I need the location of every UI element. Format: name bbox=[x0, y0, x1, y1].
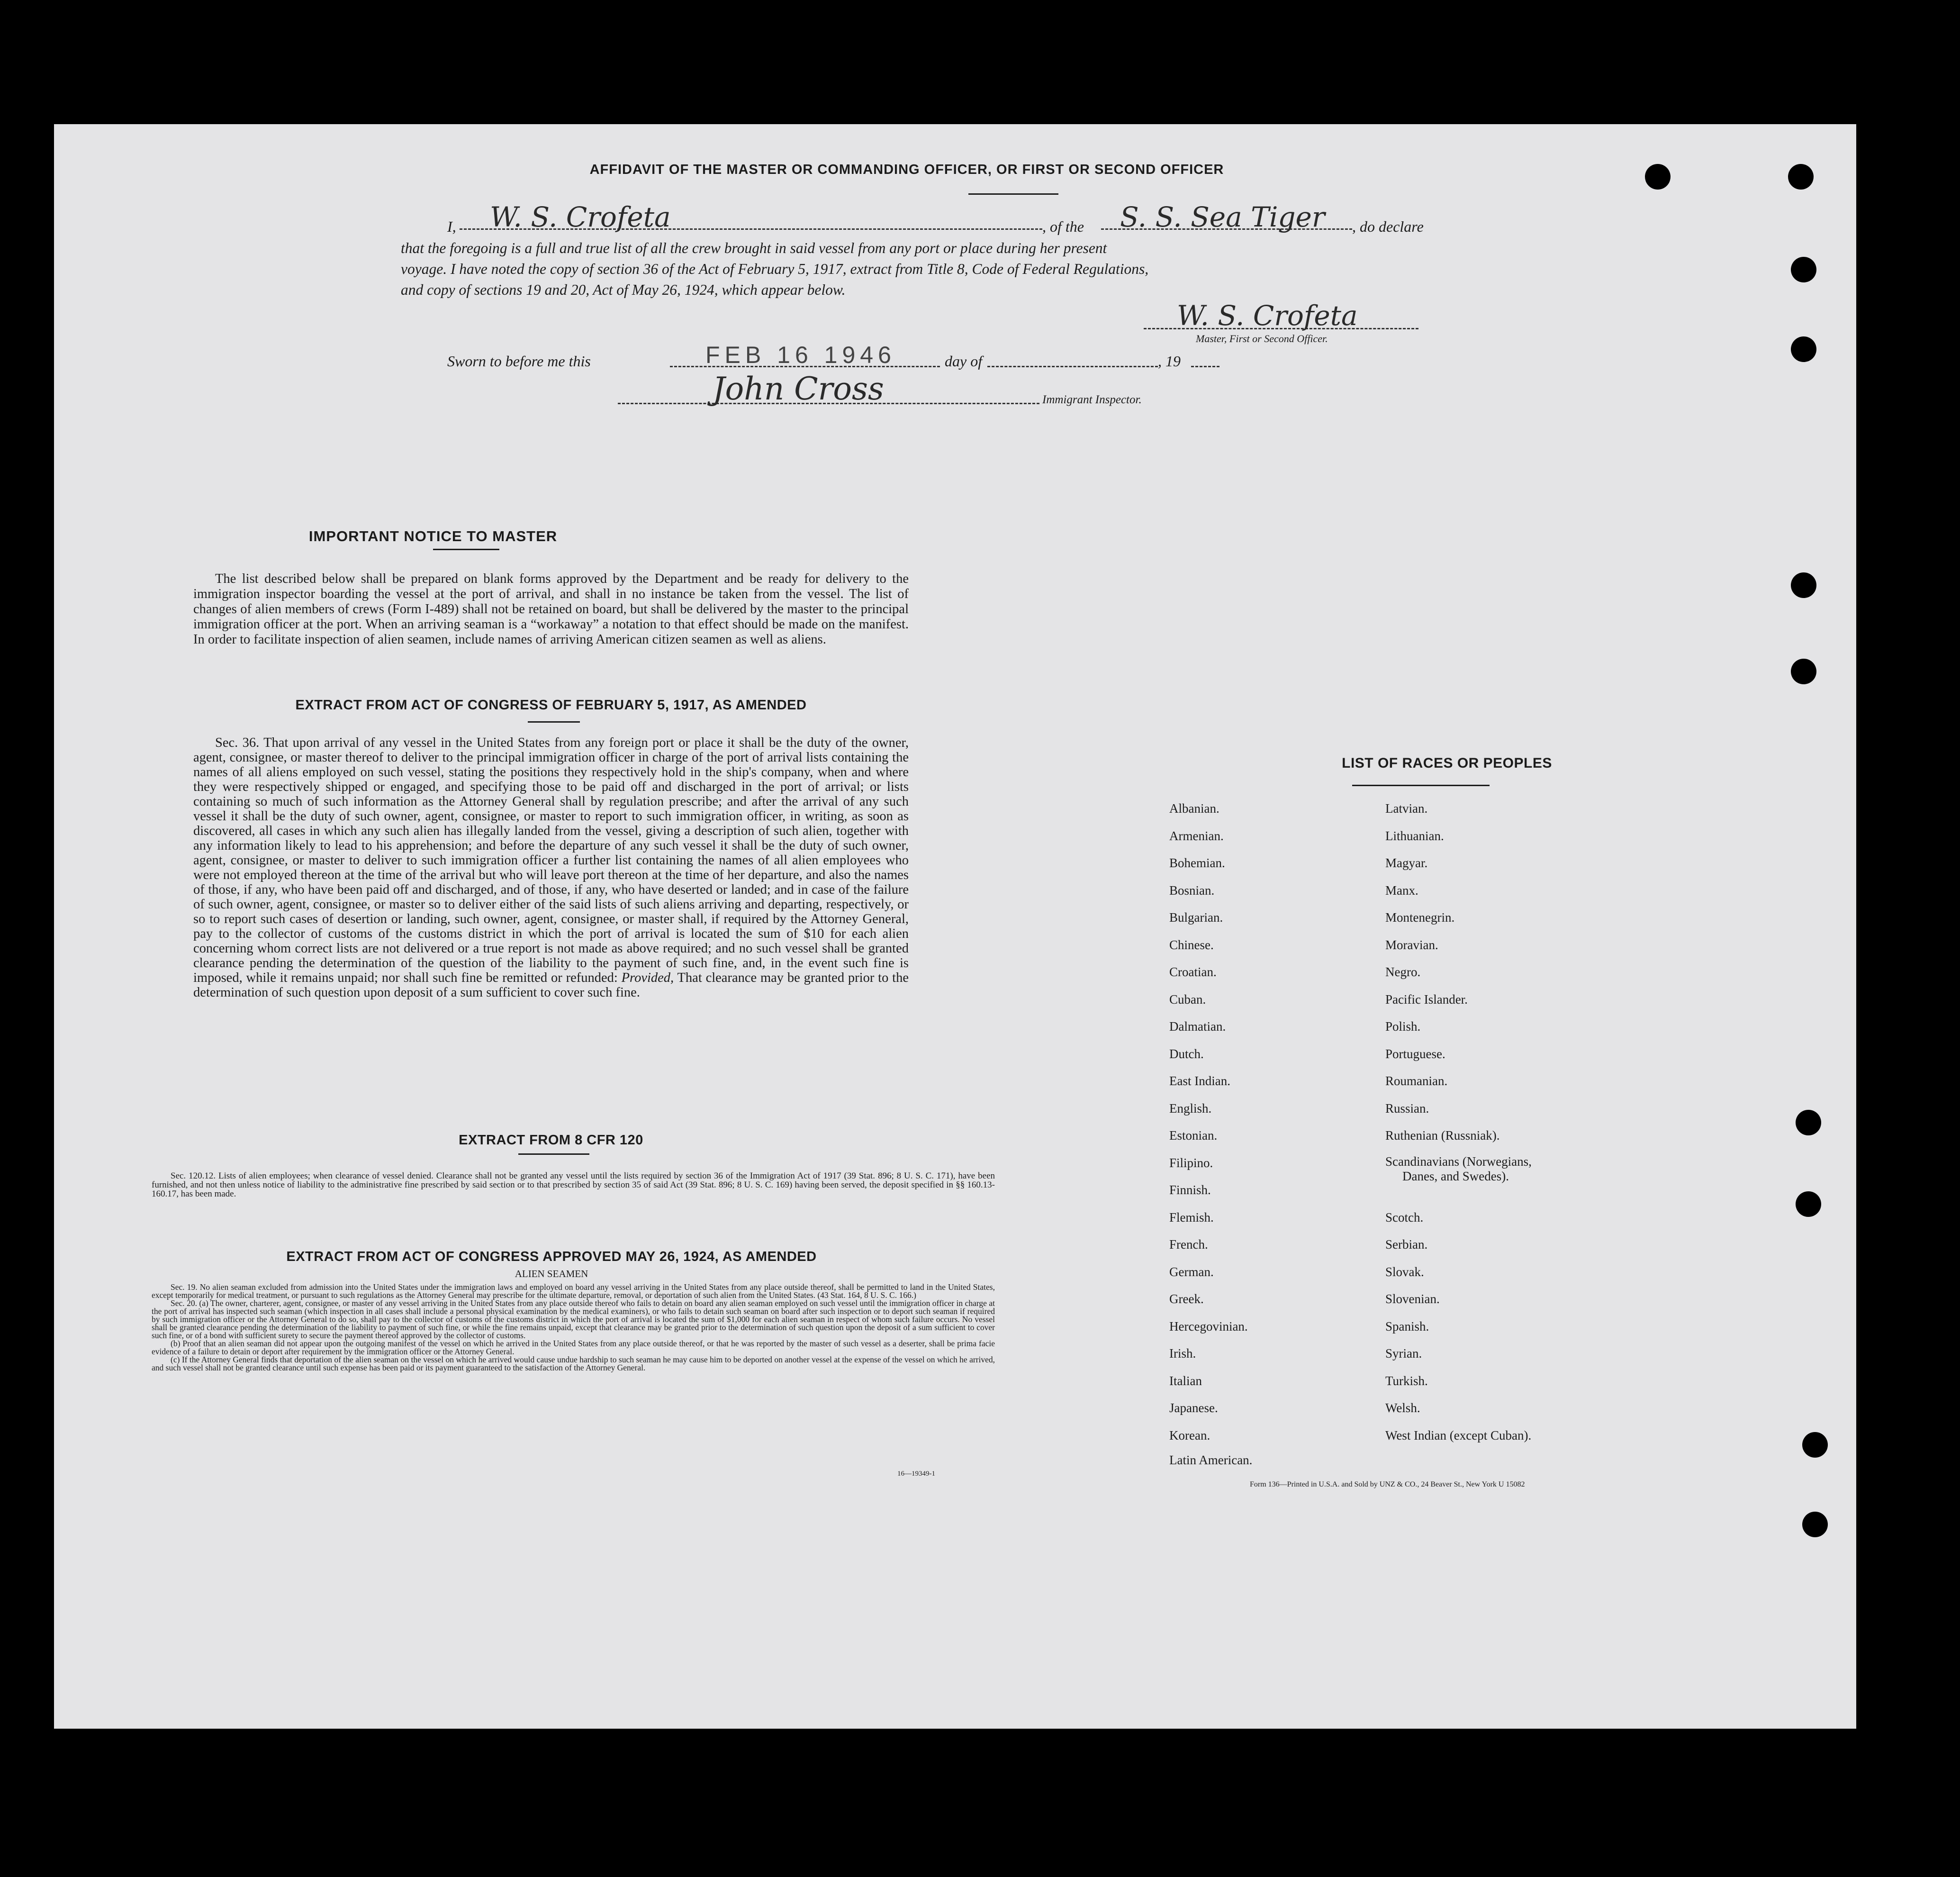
race-item: Hercegovinian. bbox=[1169, 1319, 1248, 1333]
master-name-handwritten: W. S. Crofeta bbox=[490, 201, 671, 233]
race-item: Dutch. bbox=[1169, 1047, 1204, 1061]
day-of-label: day of bbox=[945, 353, 983, 370]
race-item: English. bbox=[1169, 1101, 1212, 1115]
race-item: Bosnian. bbox=[1169, 883, 1215, 898]
affidavit-line-3: and copy of sections 19 and 20, Act of May 26, 1924, which appear below. bbox=[401, 281, 846, 298]
punch-hole bbox=[1802, 1432, 1828, 1458]
race-item: Latvian. bbox=[1385, 801, 1428, 816]
punch-hole bbox=[1788, 164, 1814, 190]
race-item: Scandinavians (Norwegians, bbox=[1385, 1154, 1532, 1169]
extract-1924-title: EXTRACT FROM ACT OF CONGRESS APPROVED MAY 26, 1924, AS AMENDED bbox=[286, 1249, 817, 1264]
race-item: Serbian. bbox=[1385, 1237, 1428, 1251]
race-item: Italian bbox=[1169, 1374, 1202, 1388]
race-item: Bohemian. bbox=[1169, 856, 1225, 870]
race-item: Montenegrin. bbox=[1385, 910, 1455, 925]
master-signature-handwritten: W. S. Crofeta bbox=[1177, 299, 1358, 332]
race-item: Negro. bbox=[1385, 965, 1421, 979]
race-item: Latin American. bbox=[1169, 1453, 1253, 1467]
sec-20a-text: Sec. 20. (a) The owner, charterer, agent, consignee, or master of any vessel arriving in the United States from any place outside thereof who fails to detain on board any alien seaman employed on such vessel until the immigration officer in charge at the port of arrival has inspected such seaman (which inspection in all cases shall include a personal physical examination by the medical examiners), or who fails to detain such seaman on board after such inspection or to deport such seaman if required by such immigration officer or the Attorney General to do so, shall pay to the collector of customs of the customs district in which the port of arrival is located the sum of $1,000 for each alien seaman in respect of whom such failure occurs. No vessel shall be granted clearance pending the determination of the liability to payment of such fine, or while the fine remains unpaid, except that clearance may be granted prior to the determination of such question upon the deposit of a sum sufficient to cover such fine, or of a bond with sufficient surety to secure the payment thereof approved by the collector of customs. bbox=[152, 1298, 995, 1340]
extract-1924-subtitle: ALIEN SEAMEN bbox=[515, 1268, 588, 1279]
of-the-label: , of the bbox=[1042, 218, 1084, 235]
race-item: Welsh. bbox=[1385, 1401, 1420, 1415]
race-item: Polish. bbox=[1385, 1019, 1421, 1034]
extract-1924-body bbox=[152, 1283, 995, 1372]
race-item: Ruthenian (Russniak). bbox=[1385, 1128, 1500, 1143]
race-item: Japanese. bbox=[1169, 1401, 1218, 1415]
form-sheet bbox=[54, 124, 1856, 1729]
punch-hole bbox=[1802, 1512, 1828, 1537]
affidavit-i-label: I, bbox=[447, 218, 456, 235]
race-item: Danes, and Swedes). bbox=[1402, 1169, 1509, 1183]
notice-body: The list described below shall be prepared on blank forms approved by the Department and be ready for delivery to the immigration inspector boarding the vessel at the port of arrival, and shall in no instance be taken from the vessel. The list of changes of alien members of crews (Form I-489) shall not be retained on board, but shall be delivered by the master to the principal immigration officer at the port. When an arriving seaman is a “workaway” a notation to that effect should be made on the manifest. In order to facilitate inspection of alien seamen, include names of arriving American citizen seamen as well as aliens. bbox=[193, 571, 909, 647]
inspector-caption: Immigrant Inspector. bbox=[1042, 393, 1142, 406]
race-item: Albanian. bbox=[1169, 801, 1219, 816]
cfr-title: EXTRACT FROM 8 CFR 120 bbox=[459, 1133, 643, 1148]
race-item: Moravian. bbox=[1385, 938, 1438, 952]
year-prefix: , 19 bbox=[1158, 353, 1181, 370]
vessel-name-handwritten: S. S. Sea Tiger bbox=[1120, 201, 1325, 233]
race-item: Armenian. bbox=[1169, 829, 1224, 843]
title-rule bbox=[968, 193, 1058, 195]
race-item: East Indian. bbox=[1169, 1074, 1230, 1088]
sec-36-text-end: That clearance may be granted prior to the determination of such question upon deposit of a sum sufficient to cover such fine. bbox=[193, 970, 909, 1000]
race-item: West Indian (except Cuban). bbox=[1385, 1428, 1532, 1442]
race-item: Scotch. bbox=[1385, 1210, 1424, 1224]
affidavit-line-1: that the foregoing is a full and true list of all the crew brought in said vessel from any port or place during her present bbox=[401, 240, 1107, 256]
races-rule bbox=[1352, 785, 1490, 786]
year-line bbox=[1191, 366, 1219, 367]
race-item: Flemish. bbox=[1169, 1210, 1214, 1224]
notice-rule bbox=[433, 549, 499, 550]
race-item: Pacific Islander. bbox=[1385, 992, 1468, 1007]
cfr-rule bbox=[518, 1153, 589, 1155]
affidavit-title: AFFIDAVIT OF THE MASTER OR COMMANDING OFFICER, OR FIRST OR SECOND OFFICER bbox=[589, 162, 1224, 177]
inspector-signature-handwritten: John Cross bbox=[713, 371, 884, 407]
race-item: Filipino. bbox=[1169, 1156, 1213, 1170]
punch-hole bbox=[1791, 257, 1816, 282]
notice-title: IMPORTANT NOTICE TO MASTER bbox=[308, 528, 558, 544]
race-item: Estonian. bbox=[1169, 1128, 1218, 1143]
punch-hole bbox=[1791, 659, 1816, 684]
race-item: Portuguese. bbox=[1385, 1047, 1445, 1061]
race-item: Greek. bbox=[1169, 1292, 1204, 1306]
sec-20b-text: (b) Proof that an alien seaman did not appear upon the outgoing manifest of the vessel on which he arrived in the United States from any place outside thereof, or that he was reported by the master of such vessel as a deserter, shall be prima facie evidence of a failure to detain or deport after requirement by the immigration officer or the Attorney General. bbox=[152, 1339, 995, 1356]
punch-hole bbox=[1796, 1191, 1821, 1217]
race-item: Lithuanian. bbox=[1385, 829, 1444, 843]
punch-hole bbox=[1796, 1110, 1821, 1135]
affidavit-line-2: voyage. I have noted the copy of section 36 of the Act of February 5, 1917, extract from Title 8, Code of Federal Regulations, bbox=[401, 261, 1149, 277]
races-title: LIST OF RACES OR PEOPLES bbox=[1342, 755, 1552, 771]
form-printer-note: Form 136—Printed in U.S.A. and Sold by UNZ & CO., 24 Beaver St., New York U 15082 bbox=[1250, 1480, 1525, 1488]
race-item: Bulgarian. bbox=[1169, 910, 1223, 925]
date-stamp: FEB 16 1946 bbox=[705, 342, 896, 368]
form-code: 16—19349-1 bbox=[897, 1470, 935, 1478]
race-item: Roumanian. bbox=[1385, 1074, 1448, 1088]
punch-hole bbox=[1791, 336, 1816, 362]
extract-1917-body bbox=[193, 735, 909, 1000]
punch-hole bbox=[1791, 572, 1816, 598]
sec-19-text: Sec. 19. No alien seaman excluded from admission into the United States under the immigration laws and employed on board any vessel arriving in the United States from any place outside thereof, shall be permitted to land in the United States, except temporarily for medical treatment, or pursuant to such regulations as the Attorney General may prescribe for the ultimate departure, removal, or deportation of such alien from the United States. (43 Stat. 164, 8 U. S. C. 166.) bbox=[152, 1282, 995, 1300]
race-item: Turkish. bbox=[1385, 1374, 1428, 1388]
provided-word: Provided, bbox=[621, 970, 674, 985]
race-item: Korean. bbox=[1169, 1428, 1210, 1442]
punch-hole bbox=[1645, 164, 1671, 190]
race-item: German. bbox=[1169, 1265, 1214, 1279]
race-item: Manx. bbox=[1385, 883, 1418, 898]
race-item: Slovenian. bbox=[1385, 1292, 1440, 1306]
race-item: Irish. bbox=[1169, 1346, 1196, 1360]
race-item: Croatian. bbox=[1169, 965, 1217, 979]
month-line bbox=[987, 366, 1158, 367]
race-item: French. bbox=[1169, 1237, 1208, 1251]
signature-caption: Master, First or Second Officer. bbox=[1196, 333, 1328, 345]
extract-1917-rule bbox=[528, 721, 580, 723]
race-item: Chinese. bbox=[1169, 938, 1214, 952]
race-item: Russian. bbox=[1385, 1101, 1429, 1115]
sec-36-label: Sec. 36. bbox=[215, 735, 260, 750]
race-item: Dalmatian. bbox=[1169, 1019, 1226, 1034]
race-item: Spanish. bbox=[1385, 1319, 1429, 1333]
race-item: Syrian. bbox=[1385, 1346, 1422, 1360]
cfr-body: Sec. 120.12. Lists of alien employees; when clearance of vessel denied. Clearance shall not be granted any vessel until the lists required by section 36 of the Immigration Act of 1917 (39 Stat. 896; 8 U. S. C. 171), have been furnished, and not then unless notice of liability to the administrative fine prescribed by said section or to that prescribed by section 35 of said Act (39 Stat. 896; 8 U. S. C. 169) having been served, the deposit specified in §§ 160.13-160.17, has been made. bbox=[152, 1171, 995, 1199]
race-item: Finnish. bbox=[1169, 1183, 1211, 1197]
race-item: Cuban. bbox=[1169, 992, 1206, 1007]
do-declare-label: , do declare bbox=[1352, 218, 1424, 235]
race-item: Magyar. bbox=[1385, 856, 1428, 870]
race-item: Slovak. bbox=[1385, 1265, 1424, 1279]
sworn-label: Sworn to before me this bbox=[447, 353, 591, 370]
sec-36-text: That upon arrival of any vessel in the United States from any foreign port or place it shall be the duty of the owner, agent, consignee, or master thereof to deliver to the principal immigration officer in charge of the port of arrival lists containing the names of all aliens employed on such vessel, stating the positions they respectively hold in the ship's company, when and where they were respectively shipped or engaged, and specifying those to be paid off and discharged in the port of arrival; or lists containing so much of such information as the Attorney General shall by regulation prescribe; and after the arrival of any such vessel it shall be the duty of such owner, agent, consignee, or master to report to such immigration officer, in writing, as soon as discovered, all cases in which any such alien has illegally landed from the vessel, giving a description of such alien, together with any information likely to lead to his apprehension; and before the departure of any such vessel it shall be the duty of such owner, agent, consignee, or master to deliver to such immigration officer a further list containing the names of all alien employees who were not employed thereon at the time of the arrival but who will leave port thereon at the time of her departure, and also the names of those, if any, who have been paid off and discharged, and of those, if any, who have deserted or landed; and in case of the failure of such owner, agent, consignee, or master so to deliver either of the said lists of such aliens arriving and departing, respectively, or so to report such cases of desertion or landing, such owner, agent, consignee, or master shall, if required by the Attorney General, pay to the collector of customs of the customs district in which the port of arrival is located the sum of $10 for each alien concerning whom correct lists are not delivered or a true report is not made as above required; and no such vessel shall be granted clearance pending the determination of the question of the liability to the payment of such fine, and, in the event such fine is imposed, while it remains unpaid; nor shall such fine be remitted or refunded: bbox=[193, 735, 909, 985]
sec-20c-text: (c) If the Attorney General finds that deportation of the alien seaman on the vessel on which he arrived would cause undue hardship to such seaman he may cause him to be deported on another vessel at the expense of the vessel on which he arrived, and such vessel shall not be granted clearance until such expense has been paid or its payment guaranteed to the satisfaction of the Attorney General. bbox=[152, 1355, 995, 1372]
extract-1917-title: EXTRACT FROM ACT OF CONGRESS OF FEBRUARY 5, 1917, AS AMENDED bbox=[295, 698, 807, 713]
